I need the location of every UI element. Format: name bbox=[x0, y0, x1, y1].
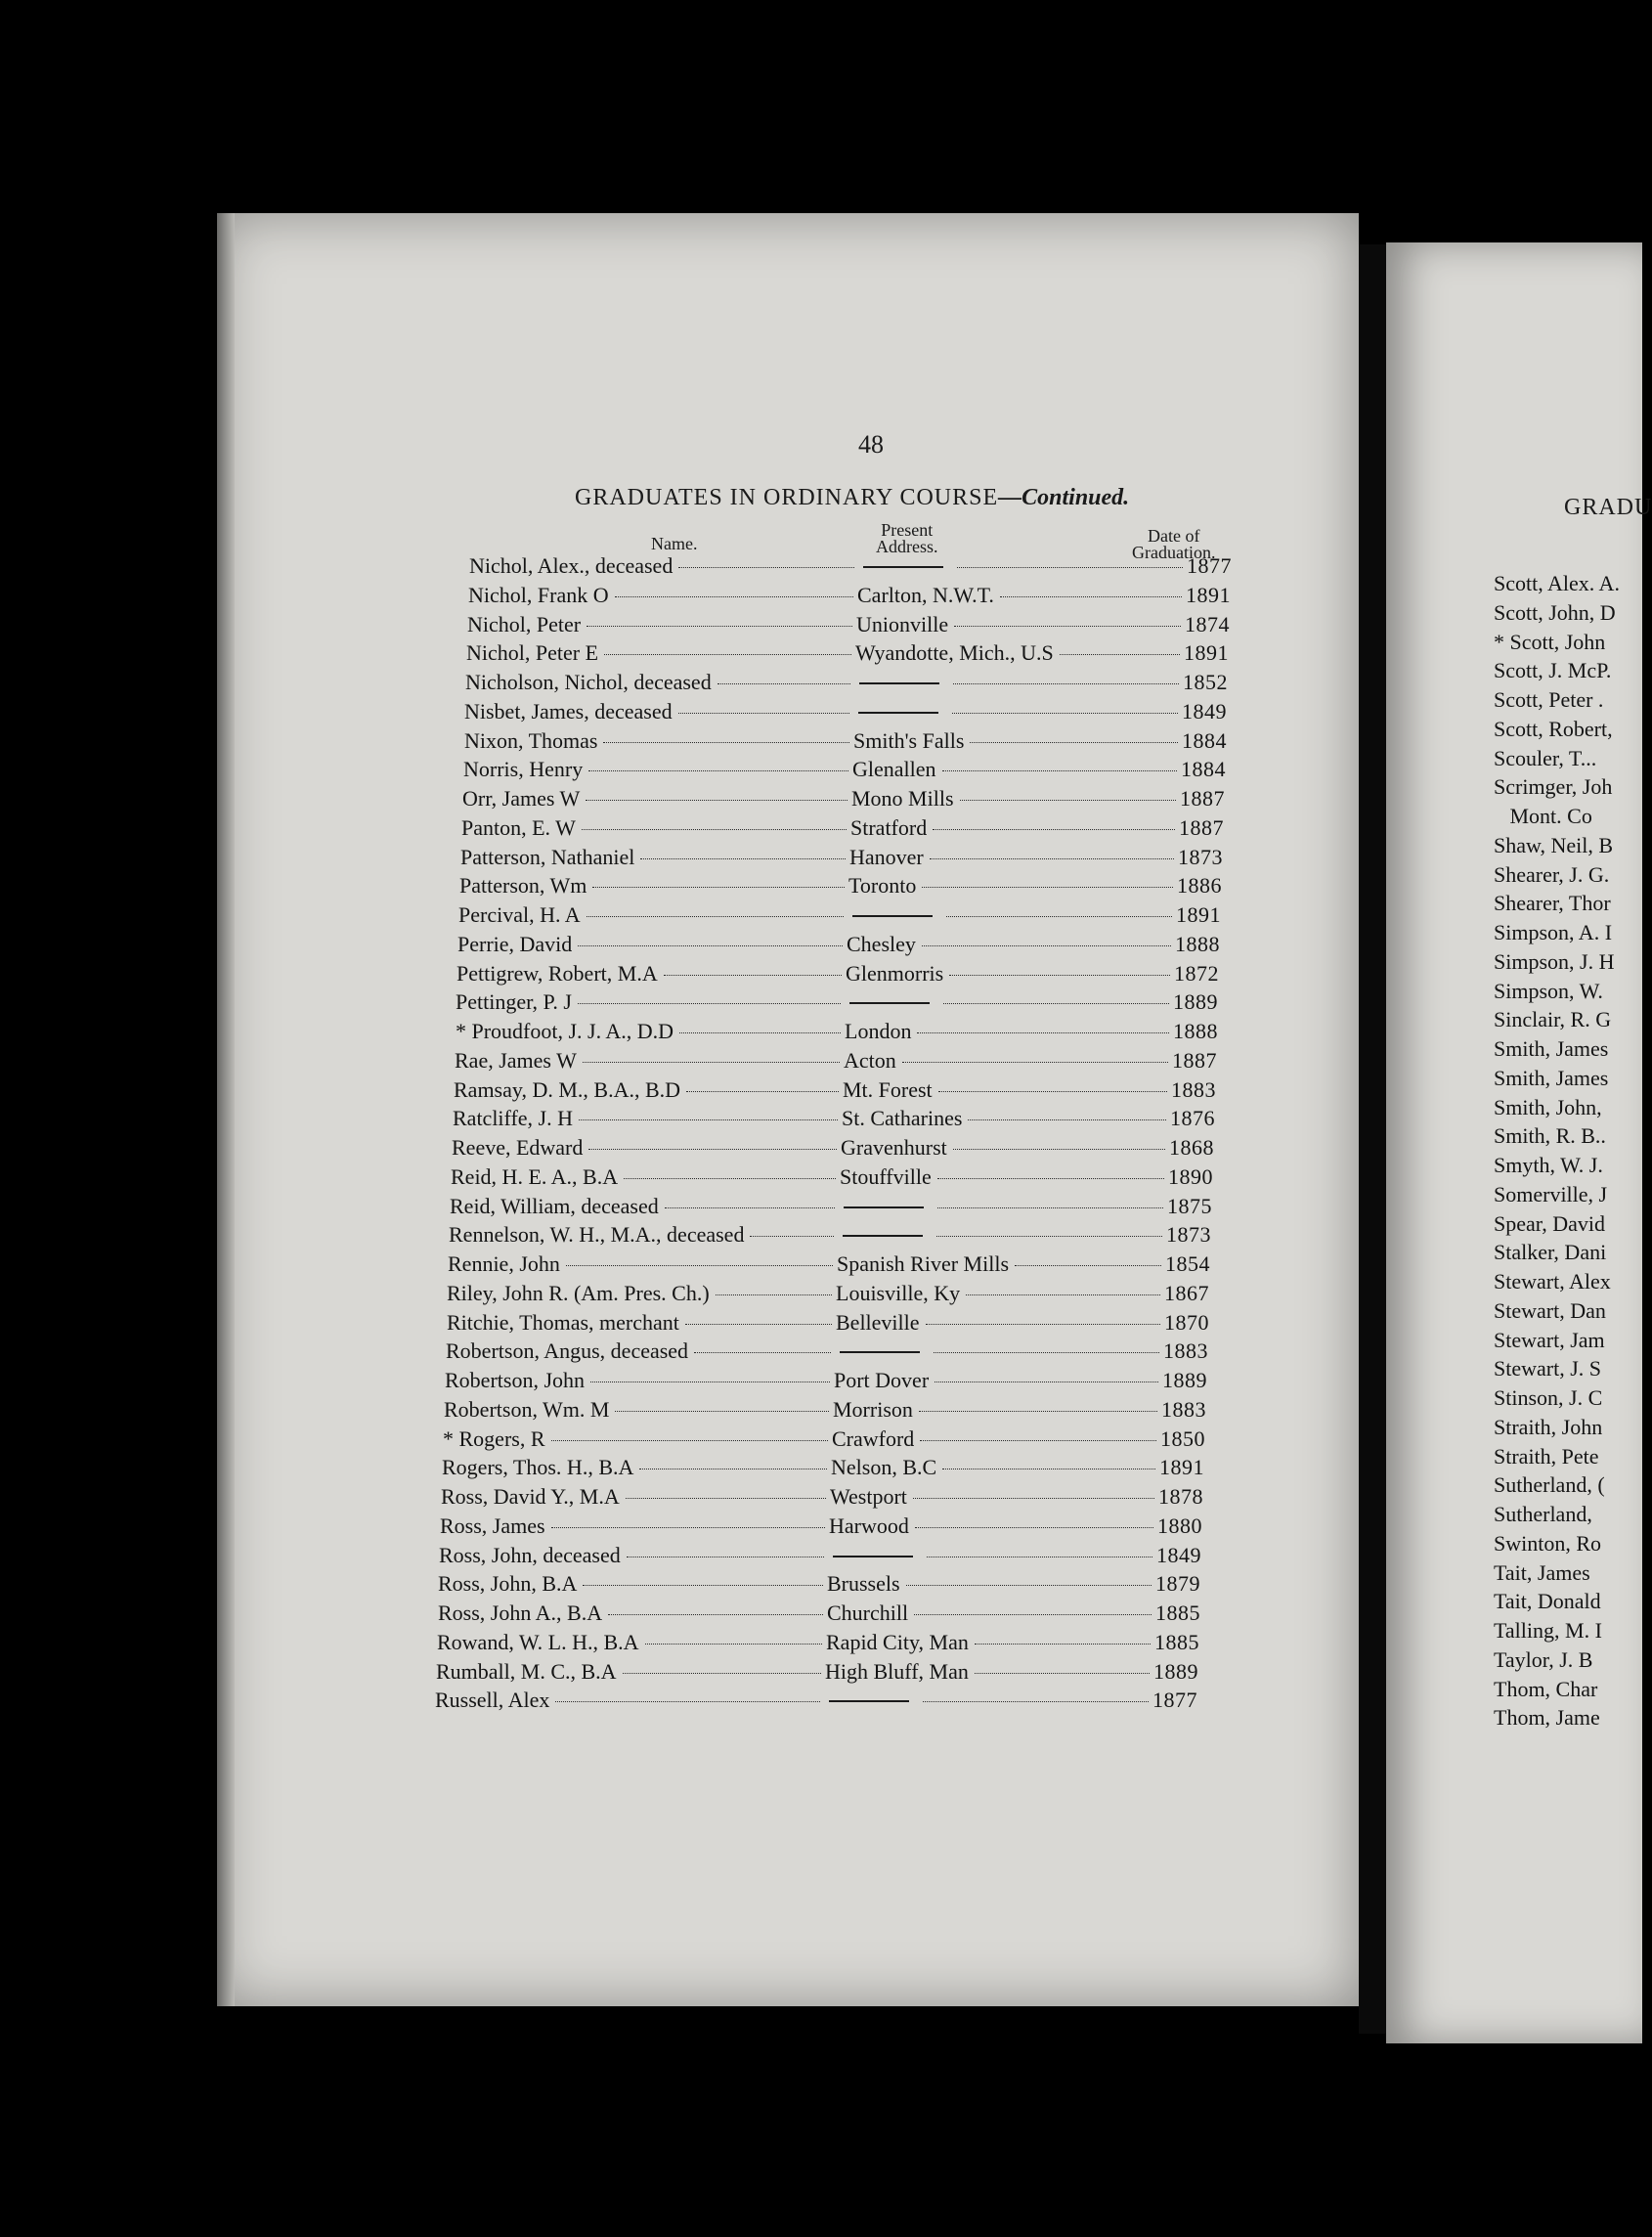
list-item: Scouler, T... bbox=[1494, 745, 1597, 770]
leader-dots bbox=[922, 945, 1171, 946]
leader-dots bbox=[957, 567, 1183, 568]
graduation-year: 1890 bbox=[1168, 1163, 1213, 1189]
graduation-year: 1876 bbox=[1170, 1106, 1215, 1131]
table-row bbox=[461, 815, 1224, 845]
table-row bbox=[438, 1571, 1200, 1601]
graduate-name: Rennie, John bbox=[448, 1251, 560, 1276]
leader-dots bbox=[604, 654, 851, 655]
list-item: Sutherland, ( bbox=[1494, 1472, 1605, 1498]
leader-dots bbox=[926, 1324, 1160, 1325]
graduate-name: Robertson, Wm. M bbox=[444, 1396, 610, 1422]
graduate-name: Ramsay, D. M., B.A., B.D bbox=[454, 1076, 681, 1102]
leader-dots bbox=[578, 1003, 841, 1004]
table-row bbox=[464, 699, 1227, 728]
title-suffix: —Continued. bbox=[998, 485, 1130, 510]
graduate-name: Nicholson, Nichol, deceased bbox=[465, 670, 712, 694]
leader-dots bbox=[608, 1614, 823, 1615]
leader-dots bbox=[937, 1178, 1164, 1179]
leader-dots bbox=[960, 800, 1176, 801]
list-item: Stinson, J. C bbox=[1494, 1385, 1603, 1410]
list-item: Scott, Alex. A. bbox=[1494, 571, 1620, 595]
graduate-name: Patterson, Wm bbox=[459, 873, 587, 899]
present-address: High Bluff, Man bbox=[825, 1658, 969, 1684]
table-row bbox=[451, 1164, 1213, 1194]
leader-dots bbox=[586, 800, 848, 801]
table-row bbox=[458, 902, 1221, 932]
graduation-year: 1891 bbox=[1176, 902, 1221, 927]
graduate-name: Riley, John R. (Am. Pres. Ch.) bbox=[447, 1280, 710, 1305]
graduation-year: 1886 bbox=[1177, 873, 1222, 899]
list-item: Stalker, Dani bbox=[1494, 1240, 1607, 1265]
present-address: Stratford bbox=[850, 814, 928, 840]
leader-dots bbox=[615, 596, 853, 597]
leader-dots bbox=[686, 1091, 839, 1092]
present-address: Nelson, B.C bbox=[831, 1455, 937, 1480]
address-unknown-rule bbox=[840, 1351, 920, 1353]
graduation-year: 1887 bbox=[1179, 814, 1224, 840]
table-row bbox=[448, 1251, 1210, 1281]
page-number: 48 bbox=[858, 430, 884, 459]
table-row bbox=[456, 989, 1218, 1019]
leader-dots bbox=[640, 858, 846, 859]
present-address: Glenallen bbox=[852, 757, 936, 782]
graduation-year: 1891 bbox=[1159, 1455, 1204, 1480]
list-item: Sutherland, bbox=[1494, 1502, 1592, 1526]
right-page-list bbox=[1494, 571, 1620, 1734]
leader-dots bbox=[588, 1149, 837, 1150]
present-address: Louisville, Ky bbox=[836, 1280, 961, 1305]
present-address: Chesley bbox=[847, 931, 916, 956]
leader-dots bbox=[717, 683, 850, 684]
table-row bbox=[438, 1601, 1200, 1630]
graduation-year: 1877 bbox=[1152, 1688, 1197, 1713]
list-item: Simpson, A. I bbox=[1494, 920, 1613, 944]
table-row bbox=[469, 553, 1232, 583]
graduation-year: 1885 bbox=[1155, 1601, 1200, 1625]
graduation-year: 1849 bbox=[1156, 1542, 1201, 1567]
graduation-year: 1889 bbox=[1162, 1368, 1207, 1392]
graduation-year: 1883 bbox=[1171, 1076, 1216, 1102]
table-row bbox=[456, 1019, 1218, 1048]
table-row bbox=[437, 1630, 1199, 1659]
leader-dots bbox=[551, 1440, 828, 1441]
graduate-name: Ross, John, deceased bbox=[439, 1542, 621, 1567]
graduate-name: Nisbet, James, deceased bbox=[464, 698, 673, 724]
leader-dots bbox=[902, 1062, 1168, 1063]
graduate-name: Nichol, Peter bbox=[467, 611, 582, 636]
graduation-year: 1873 bbox=[1178, 844, 1223, 869]
leader-dots bbox=[953, 1149, 1165, 1150]
list-item: Spear, David bbox=[1494, 1210, 1605, 1236]
list-item: * Scott, John bbox=[1494, 629, 1606, 654]
present-address: Spanish River Mills bbox=[837, 1251, 1010, 1276]
graduate-name: Ross, John, B.A bbox=[438, 1571, 578, 1597]
list-item: Sinclair, R. G bbox=[1494, 1007, 1612, 1032]
leader-dots bbox=[645, 1644, 822, 1645]
present-address: Rapid City, Man bbox=[826, 1629, 969, 1654]
graduate-name: Rogers, Thos. H., B.A bbox=[442, 1455, 634, 1480]
graduation-year: 1877 bbox=[1187, 553, 1232, 578]
leader-dots bbox=[592, 887, 845, 888]
graduation-year: 1872 bbox=[1174, 960, 1219, 986]
present-address: Hanover bbox=[849, 844, 924, 869]
address-unknown-rule bbox=[844, 1206, 924, 1208]
list-item: Smyth, W. J. bbox=[1494, 1153, 1603, 1177]
leader-dots bbox=[937, 1207, 1163, 1208]
table-row bbox=[454, 1077, 1216, 1107]
leader-dots bbox=[578, 945, 843, 946]
right-page-title: GRADU bbox=[1564, 495, 1652, 520]
leader-dots bbox=[917, 1032, 1169, 1033]
table-row bbox=[466, 640, 1229, 670]
graduation-year: 1883 bbox=[1163, 1338, 1208, 1364]
list-item: Shearer, J. G. bbox=[1494, 861, 1610, 887]
graduation-year: 1852 bbox=[1183, 670, 1228, 694]
table-row bbox=[457, 932, 1220, 961]
leader-dots bbox=[678, 567, 854, 568]
page-title bbox=[575, 485, 1129, 511]
list-item: Scott, Robert, bbox=[1494, 716, 1613, 741]
leader-dots bbox=[624, 1178, 836, 1179]
graduate-name: Nixon, Thomas bbox=[464, 727, 598, 753]
graduate-name: Nichol, Peter E bbox=[466, 640, 599, 666]
present-address: Westport bbox=[830, 1484, 907, 1509]
leader-dots bbox=[1060, 654, 1180, 655]
graduate-name: * Rogers, R bbox=[443, 1426, 545, 1451]
graduation-year: 1887 bbox=[1172, 1047, 1217, 1073]
graduation-year: 1875 bbox=[1167, 1193, 1212, 1218]
list-item: Smith, James bbox=[1494, 1036, 1609, 1061]
list-item: Talling, M. I bbox=[1494, 1618, 1602, 1643]
list-item: Smith, John, bbox=[1494, 1094, 1602, 1119]
graduate-name: Pettigrew, Robert, M.A bbox=[456, 960, 658, 986]
leader-dots bbox=[954, 626, 1181, 627]
leader-dots bbox=[913, 1498, 1154, 1499]
leader-dots bbox=[942, 770, 1177, 771]
graduates-list bbox=[435, 553, 1232, 1717]
graduate-name: Rennelson, W. H., M.A., deceased bbox=[449, 1222, 745, 1248]
present-address: Acton bbox=[844, 1047, 896, 1073]
graduation-year: 1885 bbox=[1154, 1629, 1199, 1654]
graduate-name: Robertson, John bbox=[445, 1368, 585, 1392]
graduation-year: 1891 bbox=[1184, 640, 1229, 666]
table-row bbox=[441, 1484, 1203, 1513]
present-address: Brussels bbox=[827, 1571, 900, 1597]
graduation-year: 1888 bbox=[1173, 1019, 1218, 1043]
graduation-year: 1868 bbox=[1169, 1135, 1214, 1160]
graduation-year: 1854 bbox=[1165, 1251, 1210, 1276]
table-row bbox=[447, 1281, 1209, 1310]
list-item: Scrimger, Joh bbox=[1494, 774, 1613, 800]
leader-dots bbox=[975, 1673, 1150, 1674]
graduate-name: Ross, John A., B.A bbox=[438, 1601, 603, 1625]
graduation-year: 1873 bbox=[1166, 1222, 1211, 1248]
table-row bbox=[462, 786, 1225, 815]
list-item: Scott, J. McP. bbox=[1494, 658, 1612, 683]
leader-dots bbox=[583, 1062, 840, 1063]
leader-dots bbox=[579, 1119, 838, 1120]
leader-dots bbox=[943, 1003, 1169, 1004]
graduation-year: 1867 bbox=[1164, 1280, 1209, 1305]
leader-dots bbox=[750, 1236, 834, 1237]
leader-dots bbox=[555, 1701, 820, 1702]
table-row bbox=[463, 757, 1226, 786]
graduation-year: 1889 bbox=[1153, 1658, 1198, 1684]
table-row bbox=[450, 1194, 1212, 1223]
address-unknown-rule bbox=[843, 1235, 923, 1237]
header-date-line2: Graduation. bbox=[1132, 543, 1216, 562]
graduate-name: Reid, H. E. A., B.A bbox=[451, 1163, 619, 1189]
table-row bbox=[442, 1455, 1204, 1484]
present-address: Morrison bbox=[833, 1396, 913, 1422]
graduate-name: Patterson, Nathaniel bbox=[460, 844, 635, 869]
graduation-year: 1878 bbox=[1158, 1484, 1203, 1509]
table-row bbox=[436, 1659, 1198, 1689]
graduate-name: Nichol, Alex., deceased bbox=[469, 553, 674, 578]
list-item: Taylor, J. B bbox=[1494, 1646, 1593, 1672]
table-row bbox=[464, 728, 1227, 758]
graduation-year: 1891 bbox=[1186, 582, 1231, 607]
list-item: Scott, John, D bbox=[1494, 599, 1616, 625]
present-address: Carlton, N.W.T. bbox=[857, 582, 994, 607]
graduate-name: Rumball, M. C., B.A bbox=[436, 1658, 617, 1684]
present-address: Harwood bbox=[829, 1513, 909, 1538]
present-address: Stouffville bbox=[840, 1163, 932, 1189]
graduate-name: Ratcliffe, J. H bbox=[453, 1106, 574, 1131]
graduate-name: Rae, James W bbox=[455, 1047, 577, 1073]
header-date-line1: Date of bbox=[1148, 526, 1200, 546]
graduation-year: 1883 bbox=[1161, 1396, 1206, 1422]
list-item: Shearer, Thor bbox=[1494, 891, 1611, 916]
leader-dots bbox=[922, 887, 1173, 888]
graduate-name: Panton, E. W bbox=[461, 814, 576, 840]
leader-dots bbox=[915, 1527, 1153, 1528]
table-row bbox=[447, 1310, 1209, 1339]
leader-dots bbox=[934, 1352, 1159, 1353]
graduate-name: * Proudfoot, J. J. A., D.D bbox=[456, 1019, 674, 1043]
graduation-year: 1880 bbox=[1157, 1513, 1202, 1538]
table-row bbox=[439, 1543, 1201, 1572]
table-row bbox=[460, 845, 1223, 874]
leader-dots bbox=[919, 1411, 1157, 1412]
header-address-line2: Address. bbox=[876, 537, 938, 556]
table-row bbox=[453, 1106, 1215, 1135]
list-item: Tait, James bbox=[1494, 1559, 1590, 1585]
leader-dots bbox=[936, 1236, 1162, 1237]
address-unknown-rule bbox=[852, 915, 933, 917]
address-unknown-rule bbox=[859, 682, 939, 684]
graduate-name: Pettinger, P. J bbox=[456, 989, 572, 1015]
leader-dots bbox=[587, 626, 852, 627]
leader-dots bbox=[694, 1352, 831, 1353]
leader-dots bbox=[970, 742, 1178, 743]
leader-dots bbox=[716, 1294, 832, 1295]
leader-dots bbox=[582, 829, 847, 830]
leader-dots bbox=[920, 1440, 1156, 1441]
list-item: Stewart, J. S bbox=[1494, 1356, 1601, 1382]
book-gutter bbox=[1359, 244, 1386, 2034]
leader-dots bbox=[968, 1119, 1166, 1120]
list-item: Simpson, W. bbox=[1494, 978, 1603, 1003]
graduation-year: 1879 bbox=[1155, 1571, 1200, 1597]
graduation-year: 1889 bbox=[1173, 989, 1218, 1015]
leader-dots bbox=[588, 770, 848, 771]
graduate-name: Orr, James W bbox=[462, 786, 581, 811]
leader-dots bbox=[953, 683, 1179, 684]
graduate-name: Ritchie, Thomas, merchant bbox=[447, 1309, 679, 1335]
list-item: Scott, Peter . bbox=[1494, 687, 1604, 712]
leader-dots bbox=[975, 1644, 1151, 1645]
list-item: Stewart, Dan bbox=[1494, 1297, 1606, 1323]
table-row bbox=[456, 961, 1219, 990]
graduate-name: Reid, William, deceased bbox=[450, 1193, 659, 1218]
leader-dots bbox=[949, 975, 1170, 976]
graduate-name: Percival, H. A bbox=[458, 902, 581, 927]
list-item: Straith, John bbox=[1494, 1414, 1603, 1439]
table-row bbox=[455, 1048, 1217, 1077]
leader-dots bbox=[664, 975, 842, 976]
leader-dots bbox=[626, 1498, 826, 1499]
list-item: Stewart, Jam bbox=[1494, 1327, 1605, 1352]
table-row bbox=[449, 1222, 1211, 1251]
table-row bbox=[443, 1426, 1205, 1456]
graduation-year: 1888 bbox=[1175, 931, 1220, 956]
table-row bbox=[435, 1688, 1197, 1717]
graduate-name: Norris, Henry bbox=[463, 757, 584, 782]
leader-dots bbox=[566, 1265, 833, 1266]
graduate-name: Russell, Alex bbox=[435, 1688, 550, 1713]
present-address: Belleville bbox=[836, 1309, 920, 1335]
leader-dots bbox=[678, 713, 849, 714]
graduate-name: Ross, David Y., M.A bbox=[441, 1484, 620, 1509]
header-name: Name. bbox=[651, 534, 698, 553]
list-item: Straith, Pete bbox=[1494, 1443, 1599, 1469]
leader-dots bbox=[603, 742, 849, 743]
graduation-year: 1884 bbox=[1182, 727, 1227, 753]
graduate-name: Rowand, W. L. H., B.A bbox=[437, 1629, 639, 1654]
address-unknown-rule bbox=[863, 566, 943, 568]
leader-dots bbox=[906, 1585, 1152, 1586]
leader-dots bbox=[1015, 1265, 1161, 1266]
list-item: Stewart, Alex bbox=[1494, 1269, 1611, 1294]
present-address: Toronto bbox=[848, 873, 917, 899]
present-address: St. Catharines bbox=[842, 1106, 963, 1131]
list-item: Shaw, Neil, B bbox=[1494, 832, 1614, 857]
graduation-year: 1884 bbox=[1181, 757, 1226, 782]
graduate-name: Ross, James bbox=[440, 1513, 545, 1538]
list-item: Swinton, Ro bbox=[1494, 1530, 1602, 1556]
leader-dots bbox=[551, 1527, 825, 1528]
header-address-line1: Present bbox=[881, 520, 934, 540]
list-item: Mont. Co bbox=[1494, 804, 1592, 828]
present-address: Smith's Falls bbox=[853, 727, 965, 753]
table-row bbox=[452, 1135, 1214, 1164]
address-unknown-rule bbox=[833, 1556, 913, 1557]
table-row bbox=[445, 1368, 1207, 1397]
leader-dots bbox=[923, 1701, 1149, 1702]
leader-dots bbox=[623, 1673, 821, 1674]
leader-dots bbox=[952, 713, 1178, 714]
present-address: Gravenhurst bbox=[841, 1135, 947, 1160]
graduate-name: Robertson, Angus, deceased bbox=[446, 1338, 689, 1364]
graduation-year: 1887 bbox=[1180, 786, 1225, 811]
graduate-name: Perrie, David bbox=[457, 931, 573, 956]
leader-dots bbox=[665, 1207, 835, 1208]
graduate-name: Reeve, Edward bbox=[452, 1135, 584, 1160]
title-main: GRADUATES IN ORDINARY COURSE bbox=[575, 485, 999, 510]
table-row bbox=[444, 1397, 1206, 1426]
present-address: Glenmorris bbox=[846, 960, 944, 986]
address-unknown-rule bbox=[849, 1002, 930, 1004]
leader-dots bbox=[685, 1324, 832, 1325]
leader-dots bbox=[933, 829, 1175, 830]
list-item: Smith, R. B.. bbox=[1494, 1123, 1606, 1149]
table-row bbox=[468, 583, 1231, 612]
table-row bbox=[465, 670, 1228, 699]
graduation-year: 1849 bbox=[1182, 698, 1227, 724]
leader-dots bbox=[914, 1614, 1152, 1615]
leader-dots bbox=[1000, 596, 1182, 597]
present-address: Port Dover bbox=[834, 1368, 930, 1392]
graduate-name: Nichol, Frank O bbox=[468, 582, 609, 607]
table-row bbox=[467, 612, 1230, 641]
list-item: Smith, James bbox=[1494, 1065, 1609, 1090]
table-row bbox=[446, 1338, 1208, 1368]
graduation-year: 1870 bbox=[1164, 1309, 1209, 1335]
leader-dots bbox=[583, 1585, 823, 1586]
leader-dots bbox=[966, 1294, 1160, 1295]
table-row bbox=[459, 873, 1222, 902]
present-address: London bbox=[845, 1019, 912, 1043]
present-address: Mono Mills bbox=[851, 786, 954, 811]
list-item: Thom, Char bbox=[1494, 1676, 1598, 1701]
header-address bbox=[876, 522, 938, 555]
leader-dots bbox=[587, 916, 844, 917]
list-item: Thom, Jame bbox=[1494, 1705, 1600, 1731]
present-address: Unionville bbox=[856, 611, 949, 636]
list-item: Tait, Donald bbox=[1494, 1589, 1601, 1614]
leader-dots bbox=[938, 1091, 1167, 1092]
leader-dots bbox=[679, 1032, 841, 1033]
list-item: Somerville, J bbox=[1494, 1181, 1608, 1206]
list-item: Simpson, J. H bbox=[1494, 948, 1615, 974]
table-row bbox=[440, 1513, 1202, 1543]
present-address: Crawford bbox=[832, 1426, 915, 1451]
address-unknown-rule bbox=[858, 712, 938, 714]
present-address: Wyandotte, Mich., U.S bbox=[855, 640, 1054, 666]
present-address: Mt. Forest bbox=[843, 1076, 933, 1102]
graduation-year: 1874 bbox=[1185, 611, 1230, 636]
address-unknown-rule bbox=[829, 1700, 909, 1702]
leader-dots bbox=[930, 858, 1174, 859]
right-page bbox=[1386, 242, 1652, 2043]
present-address: Churchill bbox=[827, 1601, 909, 1625]
leader-dots bbox=[615, 1411, 829, 1412]
leader-dots bbox=[946, 916, 1172, 917]
graduation-year: 1850 bbox=[1160, 1426, 1205, 1451]
